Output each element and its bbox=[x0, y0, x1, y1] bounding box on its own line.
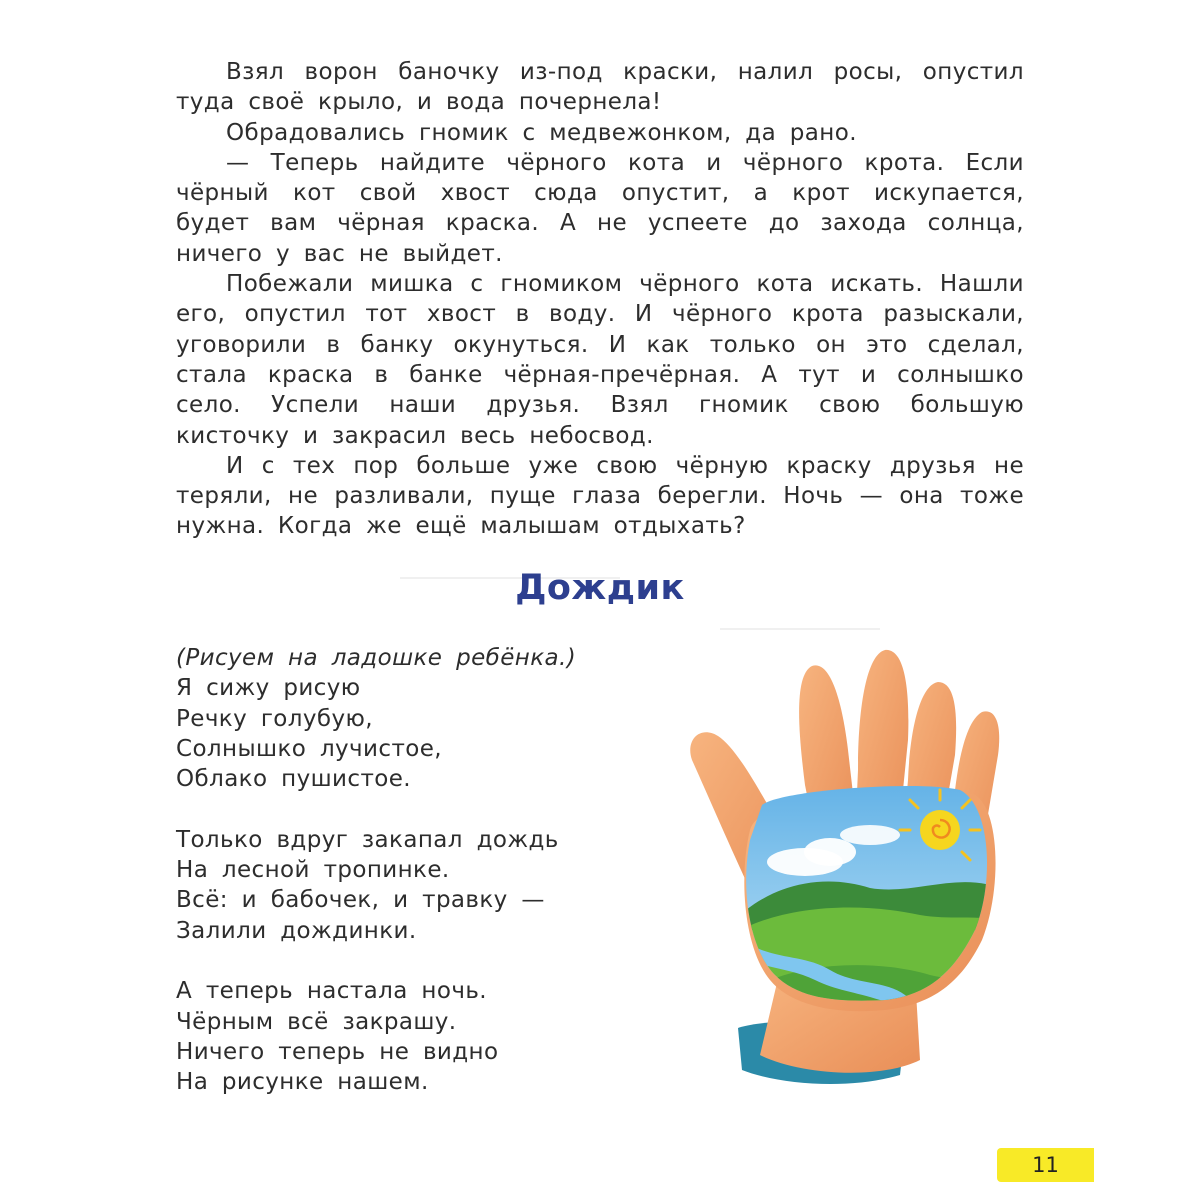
poem-line: На рисунке нашем. bbox=[176, 1069, 429, 1096]
story-paragraph: — Теперь найдите чёрного кота и чёрного крота. Если чёрный кот свой хвост сюда опустит, а крот искупается, будет вам чёрная краска. А не успеете до захода солнца, ничего у вас не выйдет. bbox=[176, 149, 1024, 267]
poem-line: Я сижу рисую bbox=[176, 675, 361, 702]
painted-hand-illustration bbox=[630, 630, 1010, 1120]
page-number: 11 bbox=[997, 1148, 1094, 1182]
poem-line: Облако пушистое. bbox=[176, 766, 411, 793]
story-paragraph: Взял ворон баночку из-под краски, налил росы, опустил туда своё крыло, и вода почернела! bbox=[176, 59, 1024, 116]
poem-line: Всё: и бабочек, и травку — bbox=[176, 887, 545, 914]
story-paragraph: И с тех пор больше уже свою чёрную краску друзья не теряли, не разливали, пуще глаза берегли. Ночь — она тоже нужна. Когда же ещё малышам отдыхать? bbox=[176, 452, 1024, 540]
poem-line: А теперь настала ночь. bbox=[176, 978, 487, 1005]
poem-line: Солнышко лучистое, bbox=[176, 735, 442, 762]
poem-line: Речку голубую, bbox=[176, 705, 373, 732]
poem-line: Чёрным всё закрашу. bbox=[176, 1008, 457, 1035]
stanza-gap bbox=[176, 946, 636, 976]
poem-line: Ничего теперь не видно bbox=[176, 1038, 499, 1065]
story-paragraph: Побежали мишка с гномиком чёрного кота искать. Нашли его, опустил тот хвост в воду. И чёрного крота разыскали, уговорили в банку окунуться. И как только он это сделал, стала краска в банке чёрная-пречёрная. А тут и солнышко село. Успели наши друзья. Взял гномик свою большую кисточку и закрасил весь небосвод. bbox=[176, 271, 1024, 449]
poem-line: На лесной тропинке. bbox=[176, 857, 450, 884]
story-paragraph: Обрадовались гномик с медвежонком, да рано. bbox=[226, 119, 857, 146]
stanza-gap bbox=[176, 794, 636, 824]
poem-line: Только вдруг закапал дождь bbox=[176, 826, 559, 853]
poem-title: Дождик bbox=[515, 568, 685, 608]
poem-line: Залили дождинки. bbox=[176, 917, 417, 944]
poem-note: (Рисуем на ладошке ребёнка.) bbox=[176, 645, 577, 671]
painted-landscape bbox=[730, 770, 1010, 1030]
poem bbox=[176, 643, 636, 1097]
story-text bbox=[176, 57, 1024, 542]
